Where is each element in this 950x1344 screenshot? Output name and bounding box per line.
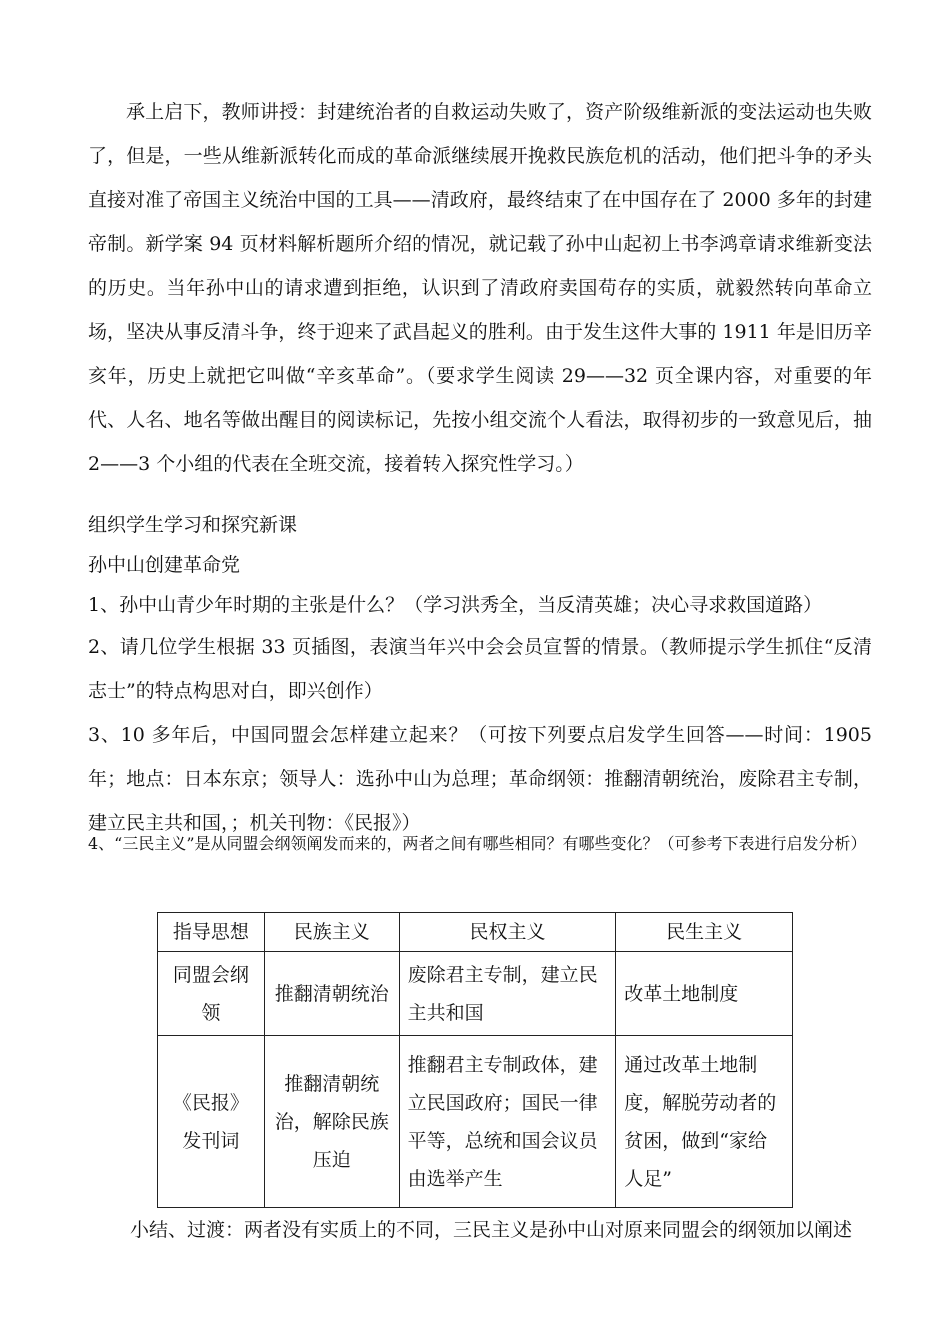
question-4: 4、“三民主义”是从同盟会纲领阐发而来的，两者之间有哪些相同？有哪些变化？（可参考下表进行启发分析） (88, 834, 867, 853)
table-cell: 《民报》发刊词 (158, 1036, 265, 1208)
table-header-cell: 指导思想 (158, 913, 265, 952)
intro-paragraph: 承上启下，教师讲授：封建统治者的自救运动失败了，资产阶级维新派的变法运动也失败了，但是，一些从维新派转化而成的革命派继续展开挽救民族危机的活动，他们把斗争的矛头直接对准了帝国主义统治中国的工具——清政府，最终结束了在中国存在了 2000 多年的封建帝制。新学案 94 页材料解析题所介绍的情况，就记载了孙中山起初上书李鸿章请求维新变法的历史。当年孙中山的请求遭到拒绝，认识到了清政府卖国苟存的实质，就毅然转向革命立场，坚决从事反清斗争，终于迎来了武昌起义的胜利。由于发生这件大事的 1911 年是旧历辛亥年，历史上就把它叫做“辛亥革命”。（要求学生阅读 29——32 页全课内容，对重要的年代、人名、地名等做出醒目的阅读标记，先按小组交流个人看法，取得初步的一致意见后，抽 2——3 个小组的代表在全班交流，接着转入探究性学习。） (88, 101, 872, 475)
table-header-row (158, 913, 793, 952)
table-header-cell: 民生主义 (616, 913, 793, 952)
table-cell: 改革土地制度 (616, 952, 793, 1036)
section-heading: 组织学生学习和探究新课 (88, 514, 298, 536)
table-row (158, 952, 793, 1036)
summary-text: 小结、过渡：两者没有实质上的不同，三民主义是孙中山对原来同盟会的纲领加以阐述 (130, 1219, 853, 1241)
question-2: 2、请几位学生根据 33 页插图，表演当年兴中会会员宣誓的情景。（教师提示学生抓住“反清志士”的特点构思对白，即兴创作） (88, 636, 872, 702)
table-cell: 推翻君主专制政体，建立民国政府；国民一律平等，总统和国会议员由选举产生 (399, 1036, 616, 1208)
table-header-cell: 民权主义 (399, 913, 616, 952)
table-header-cell: 民族主义 (264, 913, 399, 952)
table-cell: 同盟会纲领 (158, 952, 265, 1036)
subheading: 孙中山创建革命党 (88, 554, 241, 576)
question-3: 3、10 多年后，中国同盟会怎样建立起来？（可按下列要点启发学生回答——时间：1905 年；地点：日本东京；领导人：选孙中山为总理；革命纲领：推翻清朝统治，废除君主专制，建立民主共和国，；机关刊物：《民报》） (88, 724, 872, 834)
table-row (158, 1036, 793, 1208)
table-cell: 通过改革土地制度，解脱劳动者的贫困，做到“家给人足” (616, 1036, 793, 1208)
table-cell: 废除君主专制，建立民主共和国 (399, 952, 616, 1036)
question-1: 1、孙中山青少年时期的主张是什么？（学习洪秀全，当反清英雄；决心寻求救国道路） (88, 594, 823, 616)
table-cell: 推翻清朝统治，解除民族压迫 (264, 1036, 399, 1208)
table-cell: 推翻清朝统治 (264, 952, 399, 1036)
comparison-table (157, 912, 793, 1208)
